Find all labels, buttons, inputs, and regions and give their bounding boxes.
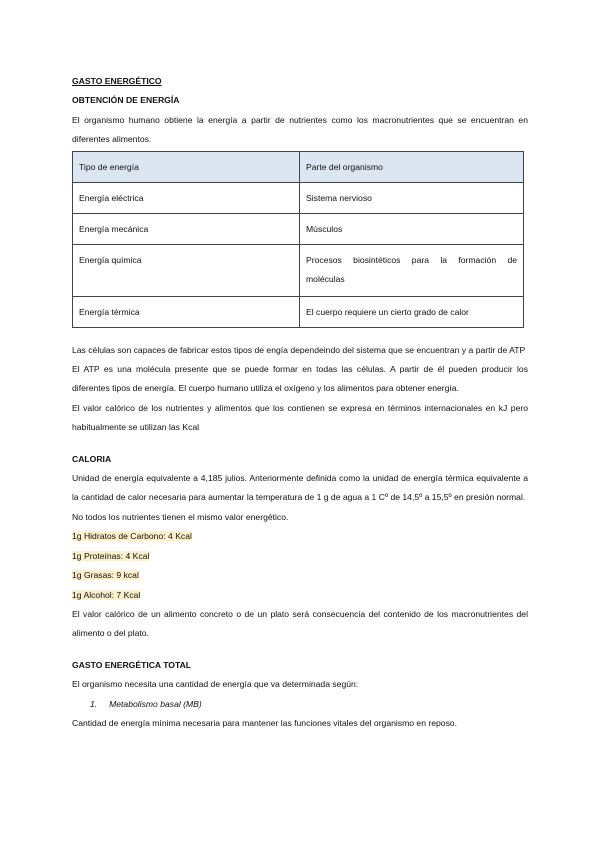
- table-cell: El cuerpo requiere un cierto grado de calor: [300, 296, 524, 327]
- paragraph-metabolismo-def: Cantidad de energía mínima necesaria para mantener las funciones vitales del organismo en reposo.: [72, 717, 458, 728]
- paragraph-atp: El ATP es una molécula presente que se puede formar en todas las células. A partir de él pueden producir los diferentes tipos de energía. El cuerpo humano utiliza el oxígeno y los alimentos para obtener energía.: [72, 364, 528, 394]
- highlighted-text: 1g Alcohol: 7 Kcal: [72, 589, 141, 600]
- spacer: [72, 438, 528, 450]
- table-header-row: [73, 151, 524, 182]
- calorie-value-item: [72, 547, 528, 566]
- paragraph-organismo: El organismo necesita una cantidad de energía que va determinada según:: [72, 679, 359, 690]
- table-row: [73, 182, 524, 213]
- calorie-value-item: [72, 586, 528, 605]
- document-body: [72, 72, 528, 733]
- table-cell-line: moléculas: [306, 273, 345, 284]
- highlighted-text: 1g Hidratos de Carbono: 4 Kcal: [72, 531, 192, 542]
- table-cell: Sistema nervioso: [300, 182, 524, 213]
- table-row: [73, 244, 524, 296]
- paragraph-nutrientes: No todos los nutrientes tienen el mismo valor energético.: [72, 511, 289, 522]
- section-heading-obtencion: OBTENCIÓN DE ENERGÍA: [72, 95, 180, 106]
- energy-table: [72, 151, 524, 328]
- paragraph-valor-plato: El valor calórico de un alimento concreto o de un plato será consecuencia del contenido de los macronutrientes del alimento o del plato.: [72, 608, 528, 639]
- spacer: [72, 328, 528, 341]
- section-heading-gasto-total: GASTO ENERGÉTICA TOTAL: [72, 659, 192, 670]
- table-cell-multiline: [300, 244, 524, 296]
- table-cell: Energía eléctrica: [73, 182, 300, 213]
- highlighted-text: 1g Grasas: 9 kcal: [72, 570, 139, 581]
- highlighted-text: 1g Proteínas: 4 Kcal: [72, 550, 150, 561]
- paragraph-valor-calorico: El valor calórico de los nutrientes y alimentos que los contienen se expresa en términos internacionales en kJ pero habitualmente se utilizan las Kcal: [72, 402, 528, 433]
- calorie-value-item: [72, 566, 528, 585]
- intro-paragraph: El organismo humano obtiene la energía a partir de nutrientes como los macronutrientes que se encuentran en diferentes alimentos.: [72, 114, 528, 145]
- table-cell-line: Procesos biosintéticos para la formación de: [306, 254, 517, 265]
- calorie-value-item: [72, 527, 528, 546]
- document-title: GASTO ENERGÉTICO: [72, 76, 162, 86]
- table-row: [73, 213, 524, 244]
- spacer: [72, 644, 528, 656]
- table-cell: Músculos: [300, 213, 524, 244]
- table-cell: Energía química: [73, 244, 300, 296]
- table-header-cell: Tipo de energía: [73, 151, 300, 182]
- paragraph-celulas: Las células son capaces de fabricar estos tipos de engía dependeindo del sistema que se encuentran y a partir de ATP: [72, 344, 526, 355]
- table-cell: Energía térmica: [73, 296, 300, 327]
- table-header-cell: Parte del organismo: [300, 151, 524, 182]
- paragraph-caloria-def: Unidad de energía equivalente a 4,185 julios. Anteriormente definida como la unidad de energía térmica equivalente a la cantidad de calor necesaria para aumentar la temperatura de 1 g de agua a 1 Cº de 14,5º a 15,5º en presión normal.: [72, 473, 528, 503]
- section-heading-caloria: CALORIA: [72, 453, 112, 464]
- list-item-metabolismo: 1. Metabolismo basal (MB): [90, 698, 202, 709]
- table-row: [73, 296, 524, 327]
- table-cell: Energía mecánica: [73, 213, 300, 244]
